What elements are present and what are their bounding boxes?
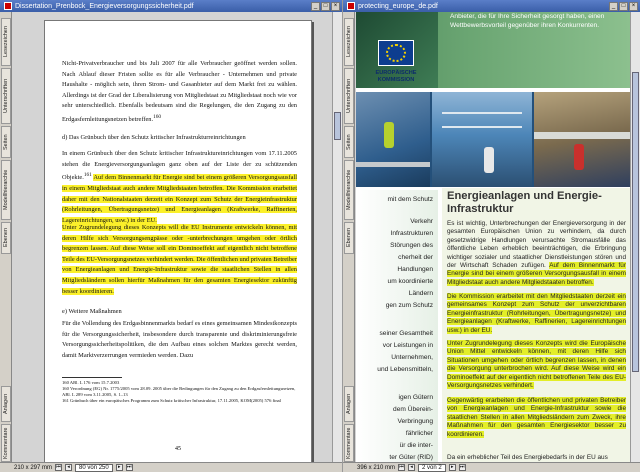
column-line: um koordinierte xyxy=(387,278,433,285)
section-heading: Energieanlagen und Energie-Infrastruktur xyxy=(447,190,602,215)
window-title: Dissertation_Prenbock_Energieversorgungssicherheit.pdf xyxy=(15,2,194,10)
pdf-window-protecting-europe xyxy=(343,0,640,472)
photo-power-lines xyxy=(432,92,532,187)
document-page xyxy=(44,20,312,464)
paragraph-highlighted xyxy=(447,293,626,335)
minimize-button[interactable]: _ xyxy=(311,2,320,11)
last-page-button[interactable]: ⏭ xyxy=(459,464,465,470)
footnote: 161 Grünbuch über ein europäisches Programm zum Schutz kritischer Infrastruktur, 17.11.2005, KOM(2005) 576 final xyxy=(62,398,281,403)
tab-model-tree[interactable]: Modellhierarchie xyxy=(344,160,354,220)
text-highlight: Die Kommission erarbeitet mit den Mitgliedstaaten derzeit ein gemeinsames Konzept zum Schutz der unverzichtbaren Energieinfrastruktur (Rohrleitungen, Übertragungsnetze) und Energieanlagen (Kraftwerke, Raffinerien, Lagereinrichtungen usw.) in der EU. xyxy=(447,293,626,334)
status-bar xyxy=(0,462,342,472)
photo-worker xyxy=(356,92,430,187)
paragraph: Nicht-Privatverbraucher und bis Juli 2007 für alle Verbraucher geöffnet werden sollen. Nach Ablauf dieser Fristen sollte es für alle Verbraucher - Unternehmen und private Haushalte - möglich sein, ihren Strom- und Gasanbieter auf dem Markt frei zu wählen. Allerdings ist der Grad der Liberalisierung von Mitgliedstaat zu Mitgliedstaat noch wie vor sehr unterschiedlich. Ebenfalls bedeutsam sind die Regelungen, die den Zugang zu den Erdgasfernleitungsnetzen betreffen.$^{160}$ xyxy=(62,60,297,124)
next-page-button[interactable]: ▸ xyxy=(449,464,456,471)
column-line: Handlungen xyxy=(397,266,433,273)
next-page-button[interactable]: ▸ xyxy=(116,464,123,471)
text-highlight: Unter Zugrundelegung dieses Konzepts wird die Europäische Union Mittel entwickeln können, mit deren Hilfe sich Situationen umgehen oder örtlich begrenzen lassen, in denen die Versorgung unterbrochen wird. Auf diese Weise wird ein Dominoeffekt auf der eigentlich nicht betroffenen Teile des EU-Versorgungsnetzes verhindert. xyxy=(447,340,626,390)
column-line: und Lebensmitteln, xyxy=(377,366,433,373)
scrollbar-thumb[interactable] xyxy=(334,112,341,140)
vertical-scrollbar[interactable] xyxy=(332,12,342,462)
pdf-app-icon xyxy=(347,2,355,10)
column-line: Verbringung xyxy=(397,418,433,425)
text-highlight: Auf dem Binnenmarkt für Energie sind bei einem größeren Versorgungsausfall in einem Mitgliedstaat auch andere Mitgliedstaaten betroffen. xyxy=(447,262,626,286)
brochure-page xyxy=(356,12,630,462)
paragraph-highlighted xyxy=(62,223,297,297)
prev-page-button[interactable]: ◂ xyxy=(408,464,415,471)
tab-attachments[interactable]: Anlagen xyxy=(1,386,11,422)
window-titlebar[interactable] xyxy=(0,0,342,12)
text-highlight: Gegenwärtig erarbeiten die öffentlichen und privaten Betreiber von Energieanlagen und Energie-Infrastruktur sowie die staatlichen Stellen in allen Mitgliedsländern zum Zweck, ihre Maßnahmen für den gesamten Energiesektor besser zu koordinieren. xyxy=(447,397,626,438)
tab-signatures[interactable]: Unterschriften xyxy=(1,68,11,124)
paragraph-highlighted xyxy=(447,397,626,439)
column-line: Störungen des xyxy=(390,242,433,249)
heading-e: e) Weitere Maßnahmen xyxy=(62,308,122,315)
column-line: dem Überein- xyxy=(393,406,433,413)
footnotes xyxy=(62,377,297,404)
tab-comments[interactable]: Kommentare xyxy=(1,424,11,462)
navigation-tabs xyxy=(0,12,12,462)
text-highlight: Unter Zugrundelegung dieses Konzepts will die EU Instrumente entwickeln können, mit deren Hilfe sich Versorgungsengpässe oder -unterbrechungen umgehen oder örtlich begrenzen lassen. Auf diese Weise soll ein Dominoeffekt auf eigentlich nicht betroffene Teile des EU-Versorgungsnetzes verhindert werden. Die öffentlichen und privaten Betreiber von Energieanlagen und Energie-Infrastruktur sowie die staatlichen Stellen in allen Mitgliedsländern sollen hierfür Maßnahmen für den gesamten Energiesektor zukünftig besser koordinieren. xyxy=(62,224,297,295)
column-line: ter Güter (RID) xyxy=(389,454,433,461)
minimize-button[interactable]: _ xyxy=(609,2,618,11)
column-line: igen Gütern xyxy=(398,394,433,401)
paragraph: Da ein erheblicher Teil des Energiebedarfs in der EU aus xyxy=(447,454,608,461)
tab-attachments[interactable]: Anlagen xyxy=(344,386,354,422)
page-number-field[interactable]: 80 von 250 xyxy=(75,464,113,472)
column-line: Unternehmen, xyxy=(391,354,433,361)
tab-comments[interactable]: Kommentare xyxy=(344,424,354,462)
photo-strip xyxy=(356,92,630,187)
paragraph-highlighted xyxy=(447,340,626,390)
paragraph-highlighted: In einem Grünbuch über den Schutz kritischer Infrastruktureinrichtungen vom 17.11.2005 stehen die Energieversorgungsanlagen ganz oben auf der Liste der zu schützenden Objekte.$^{161}$ Auf dem Binnenmarkt für Energie sind bei einem größeren Versorgungsausfall in einem Mitgliedstaat auch andere Mitgliedstaaten betroffen. Die Kommission erarbeitet daher mit den Nationalstaaten derzeit ein Konzept zum Schutz der Energieinfrastruktur (Rohrleitungen, Übertragungsnetze) und Energieanlagen (Kraftwerke, Raffinerien, Lagereinrichtungen, usw.) in der EU. xyxy=(62,150,297,224)
prev-page-button[interactable]: ◂ xyxy=(65,464,72,471)
column-line: seiner Gesamtheit xyxy=(379,330,433,337)
tab-layers[interactable]: Ebenen xyxy=(344,222,354,254)
pdf-app-icon xyxy=(4,2,12,10)
text-highlight: Auf dem Binnenmarkt für Energie sind bei einem größeren Versorgungsausfall in einem Mitgliedstaat auch andere Mitgliedstaaten betroffen. Die Kommission erarbeitet daher mit den Nationalstaaten derzeit ein Konzept zum Schutz der Energieinfrastruktur (Rohrleitungen, Übertragungsnetze) und Energieanlagen (Kraftwerke, Raffinerien, Lagereinrichtungen, usw.) in der EU. xyxy=(62,174,297,224)
navigation-tabs xyxy=(343,12,355,462)
footnote: 160 ABl. L 176 vom 15.7.2003 xyxy=(62,380,120,385)
column-line: vor Leistungen in xyxy=(382,342,433,349)
scrollbar-thumb[interactable] xyxy=(632,72,639,372)
paragraph-highlighted: Es ist wichtig, Unterbrechungen der Energieversorgung in der gesamten Europäischen Union zu verhindern, da durch gesetzwidrige Handlungen verursachte Stromausfälle das öffentliche Leben erheblich beeinträchtigen, die Erbringung wichtiger sozialer und staatlicher Dienstleistungen stören und der Wirtschaft Schaden zufügen. Auf dem Binnenmarkt für Energie sind bei einem größeren Versorgungsausfall in einem Mitgliedstaat auch andere Mitgliedstaaten betroffen. xyxy=(447,220,626,286)
page-size: 396 x 210 mm xyxy=(357,464,396,471)
eu-caption: EUROPÄISCHE KOMMISSION xyxy=(375,70,417,83)
tab-model-tree[interactable]: Modellhierarchie xyxy=(1,160,11,220)
page-number: 45 xyxy=(175,446,181,452)
photo-refinery xyxy=(534,92,630,187)
column-line: cherheit der xyxy=(398,254,433,261)
window-title: protecting_europe_de.pdf xyxy=(358,2,438,10)
tab-signatures[interactable]: Unterschriften xyxy=(344,68,354,124)
column-line: fährlicher xyxy=(405,430,433,437)
first-page-button[interactable]: ⏮ xyxy=(56,464,61,470)
maximize-button[interactable]: □ xyxy=(321,2,330,11)
column-line: ür die inter- xyxy=(399,442,433,449)
column-line: gen zum Schutz xyxy=(385,302,433,309)
tab-pages[interactable]: Seiten xyxy=(344,126,354,158)
column-line: Ländern xyxy=(408,290,433,297)
vertical-scrollbar[interactable] xyxy=(630,12,640,462)
main-text-column xyxy=(442,188,630,462)
tab-layers[interactable]: Ebenen xyxy=(1,222,11,254)
page-number-field[interactable]: 2 von 2 xyxy=(418,464,446,472)
header-band xyxy=(356,12,630,88)
tab-bookmarks[interactable]: Lesezeichen xyxy=(344,18,354,66)
close-button[interactable]: × xyxy=(629,2,638,11)
paragraph: Für die Vollendung des Erdgasbinnenmarkts bedarf es eines gemeinsamen Mindestkonzepts für die Versorgungssicherheit, insbesondere durch transparente und diskriminierungsfreie Versorgungssicherheitspolitiken, die den Aufbau eines solchen Marktes gerecht werden, damit Marktverzerrungen vermieden werden. Dazu xyxy=(62,320,297,359)
left-text-column xyxy=(356,190,438,462)
heading-d: d) Das Grünbuch über den Schutz kritischer Infrastrukturreinrichtungen xyxy=(62,134,246,141)
column-line: Verkehr xyxy=(410,218,433,225)
window-titlebar[interactable] xyxy=(343,0,640,12)
header-text: Anbieter, die für Ihre Sicherheit gesorgt haben, einen Wettbewerbsvorteil gegenüber ihren Konkurrenten. xyxy=(450,13,605,30)
close-button[interactable]: × xyxy=(331,2,340,11)
footnote: 160 Verordnung (EG) Nr. 1775/2005 vom 28.09. 2005 über die Bedingungen für den Zugang zu den Erdgasfernleitungsnetzen, ABl. L 289 vom 3.11.2005, S. 1–13 xyxy=(62,386,296,397)
tab-pages[interactable]: Seiten xyxy=(1,126,11,158)
last-page-button[interactable]: ⏭ xyxy=(126,464,132,470)
column-line: Infrastrukturen xyxy=(390,230,433,237)
tab-bookmarks[interactable]: Lesezeichen xyxy=(1,18,11,66)
eu-flag-icon xyxy=(378,40,414,66)
maximize-button[interactable]: □ xyxy=(619,2,628,11)
page-size: 210 x 297 mm xyxy=(14,464,53,471)
status-bar xyxy=(343,462,640,472)
first-page-button[interactable]: ⏮ xyxy=(399,464,404,470)
column-line: mit dem Schutz xyxy=(387,196,433,203)
